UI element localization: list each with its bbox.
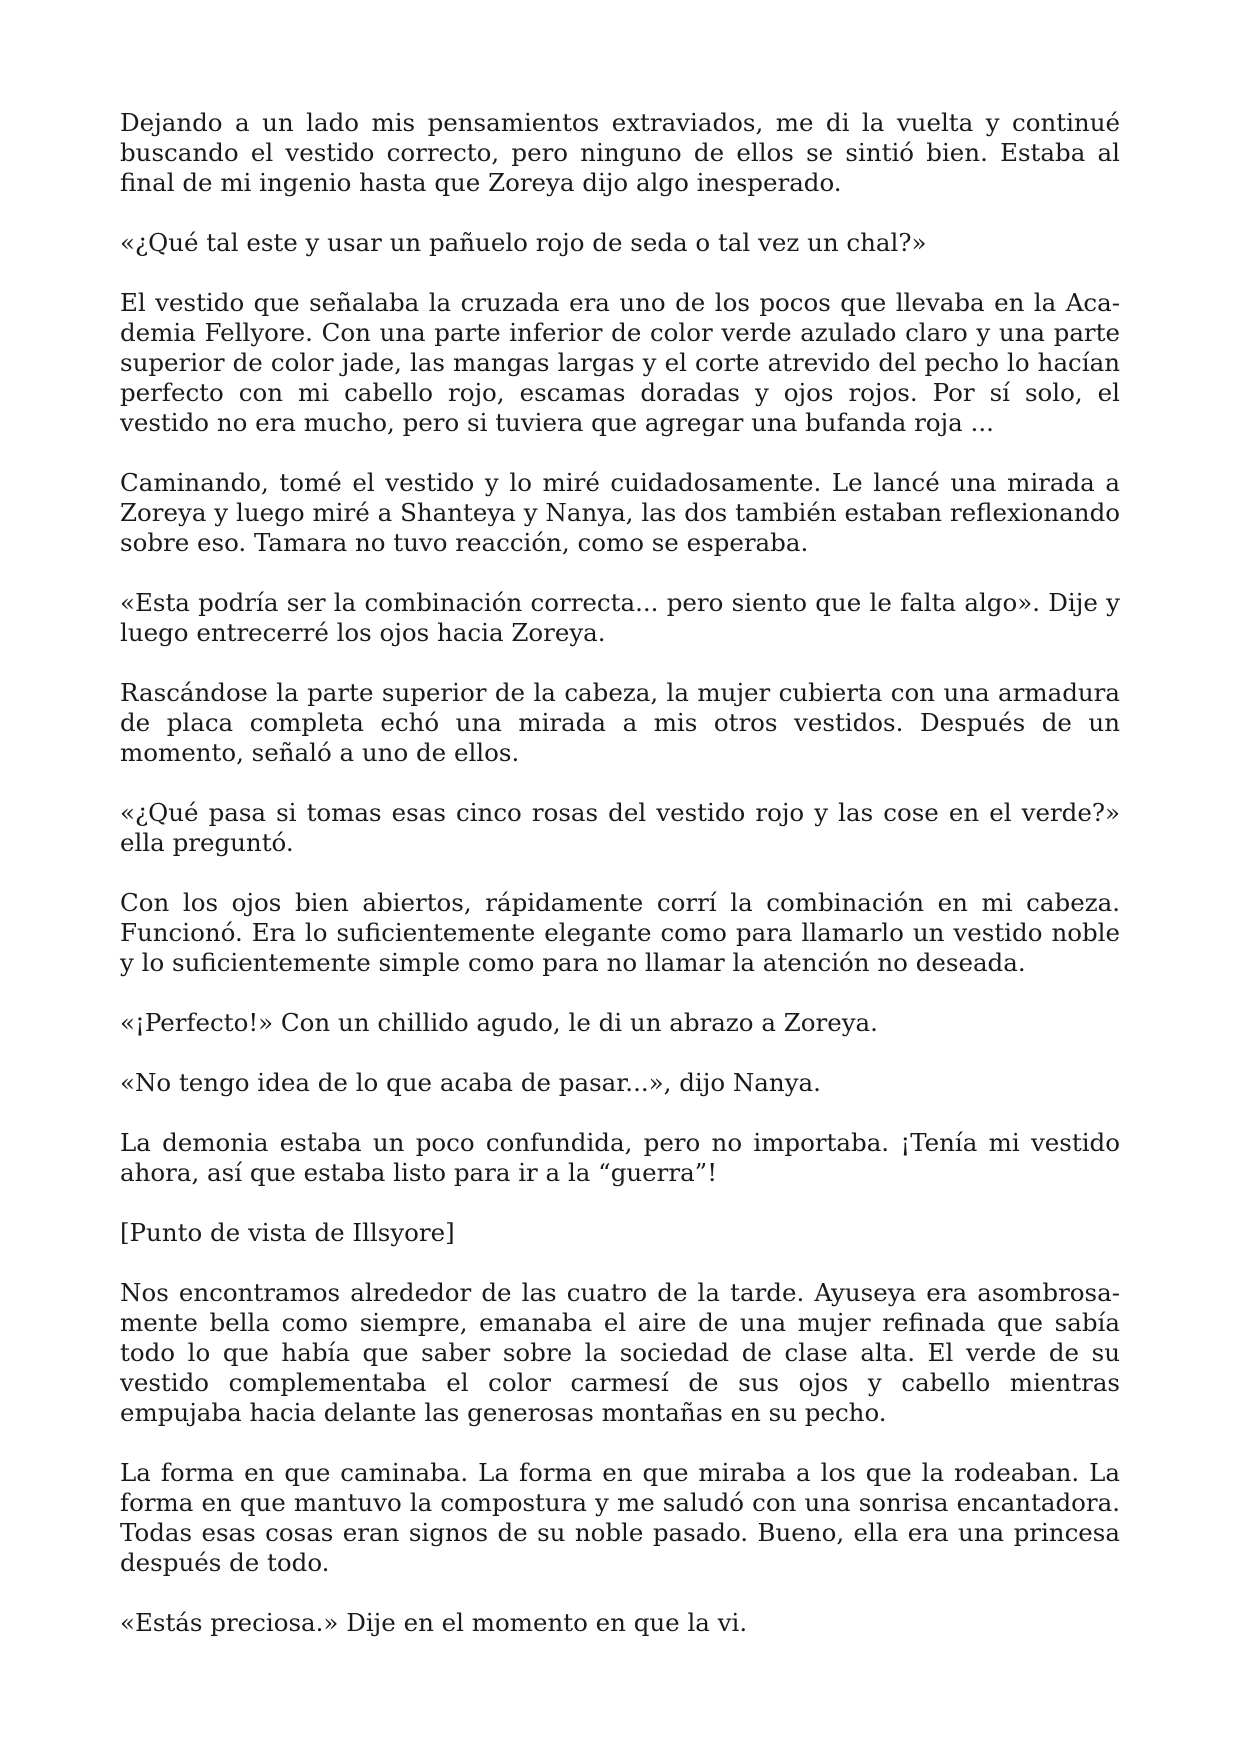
paragraph-14: La forma en que caminaba. La forma en que miraba a los que la rodeaban. La forma en que mantuvo la compostura y me saludó con una sonrisa encantadora. Todas esas cosas eran signos de su noble pasado. Bueno, ella era una princesa después de todo. — [120, 1458, 1120, 1577]
paragraph-10: «No tengo idea de lo que acaba de pasar...», dijo Nanya. — [120, 1068, 821, 1097]
document-page — [120, 108, 1120, 1668]
paragraph-2: «¿Qué tal este y usar un pañuelo rojo de seda o tal vez un chal?» — [120, 228, 927, 257]
section-heading-pov: [Punto de vista de Illsyore] — [120, 1218, 455, 1247]
paragraph-15: «Estás preciosa.» Dije en el momento en que la vi. — [120, 1608, 748, 1637]
paragraph-13: Nos encontramos alrededor de las cuatro de la tarde. Ayuseya era asombrosamente bella como siempre, emanaba el aire de una mujer refinada que sabía todo lo que había que saber sobre la sociedad de clase alta. El verde de su vestido complementaba el color carmesí de sus ojos y cabello mientras empujaba hacia delante las generosas montañas en su pecho. — [120, 1278, 1120, 1427]
paragraph-9: «¡Perfecto!» Con un chillido agudo, le di un abrazo a Zoreya. — [120, 1008, 878, 1037]
paragraph-5: «Esta podría ser la combinación correcta... pero siento que le falta algo». Dije y luego entrecerré los ojos hacia Zoreya. — [120, 588, 1120, 647]
paragraph-3: El vestido que señalaba la cruzada era uno de los pocos que llevaba en la Academia Fellyore. Con una parte inferior de color verde azulado claro y una parte superior de color jade, las mangas largas y el corte atrevido del pecho lo hacían perfecto con mi cabello rojo, escamas doradas y ojos rojos. Por sí solo, el vestido no era mucho, pero si tuviera que agregar una bufanda roja ... — [120, 288, 1120, 437]
paragraph-4: Caminando, tomé el vestido y lo miré cuidadosamente. Le lancé una mirada a Zoreya y luego miré a Shanteya y Nanya, las dos también estaban reflexionando sobre eso. Tamara no tuvo reacción, como se esperaba. — [120, 468, 1120, 557]
paragraph-6: Rascándose la parte superior de la cabeza, la mujer cubierta con una armadura de placa completa echó una mirada a mis otros vestidos. Después de un momento, señaló a uno de ellos. — [120, 678, 1120, 767]
paragraph-1: Dejando a un lado mis pensamientos extraviados, me di la vuelta y continué buscando el vestido correcto, pero ninguno de ellos se sintió bien. Estaba al final de mi ingenio hasta que Zoreya dijo algo inesperado. — [120, 108, 1120, 197]
paragraph-11: La demonia estaba un poco confundida, pero no importaba. ¡Tenía mi vestido ahora, así que estaba listo para ir a la “guerra”! — [120, 1128, 1120, 1187]
paragraph-8: Con los ojos bien abiertos, rápidamente corrí la combinación en mi cabeza. Funcionó. Era lo suficientemente elegante como para llamarlo un vestido noble y lo suficientemente simple como para no llamar la atención no deseada. — [120, 888, 1120, 977]
paragraph-7: «¿Qué pasa si tomas esas cinco rosas del vestido rojo y las cose en el verde?» ella preguntó. — [120, 798, 1120, 857]
